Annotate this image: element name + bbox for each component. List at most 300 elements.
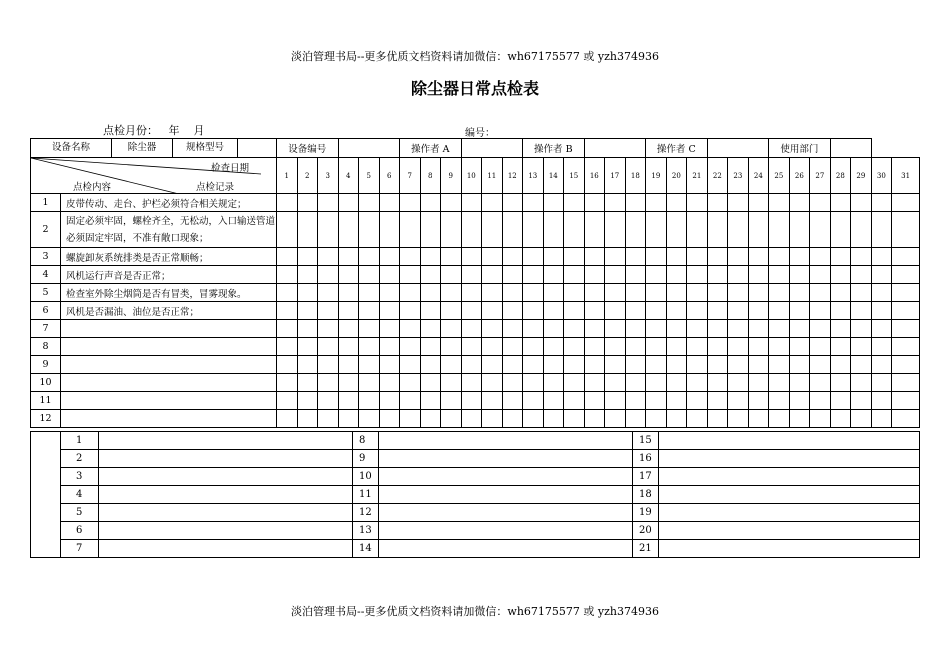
check-cell[interactable] xyxy=(769,374,790,392)
check-cell[interactable] xyxy=(297,302,318,320)
check-cell[interactable] xyxy=(543,374,564,392)
note-entry[interactable] xyxy=(659,450,920,468)
check-cell[interactable] xyxy=(687,194,708,212)
check-cell[interactable] xyxy=(789,356,810,374)
check-cell[interactable] xyxy=(400,392,421,410)
check-cell[interactable] xyxy=(810,302,831,320)
check-cell[interactable] xyxy=(646,212,667,248)
check-cell[interactable] xyxy=(789,392,810,410)
check-cell[interactable] xyxy=(769,356,790,374)
check-cell[interactable] xyxy=(461,374,482,392)
check-cell[interactable] xyxy=(666,356,687,374)
check-cell[interactable] xyxy=(502,266,523,284)
check-cell[interactable] xyxy=(646,302,667,320)
check-cell[interactable] xyxy=(277,212,298,248)
check-cell[interactable] xyxy=(892,302,920,320)
check-cell[interactable] xyxy=(748,266,769,284)
check-cell[interactable] xyxy=(482,212,503,248)
check-cell[interactable] xyxy=(871,194,892,212)
note-entry[interactable] xyxy=(99,432,353,450)
check-cell[interactable] xyxy=(646,410,667,428)
check-cell[interactable] xyxy=(892,374,920,392)
check-cell[interactable] xyxy=(871,356,892,374)
check-cell[interactable] xyxy=(379,248,400,266)
check-cell[interactable] xyxy=(379,338,400,356)
check-cell[interactable] xyxy=(318,212,339,248)
check-cell[interactable] xyxy=(400,248,421,266)
check-cell[interactable] xyxy=(666,374,687,392)
check-cell[interactable] xyxy=(523,410,544,428)
check-cell[interactable] xyxy=(625,374,646,392)
check-cell[interactable] xyxy=(810,248,831,266)
check-cell[interactable] xyxy=(461,320,482,338)
check-cell[interactable] xyxy=(502,212,523,248)
check-cell[interactable] xyxy=(318,320,339,338)
check-cell[interactable] xyxy=(482,248,503,266)
check-cell[interactable] xyxy=(379,374,400,392)
check-cell[interactable] xyxy=(830,356,851,374)
check-cell[interactable] xyxy=(441,266,462,284)
check-cell[interactable] xyxy=(789,248,810,266)
check-cell[interactable] xyxy=(810,356,831,374)
check-cell[interactable] xyxy=(564,392,585,410)
check-cell[interactable] xyxy=(564,194,585,212)
check-cell[interactable] xyxy=(461,212,482,248)
check-cell[interactable] xyxy=(461,284,482,302)
check-cell[interactable] xyxy=(277,194,298,212)
check-cell[interactable] xyxy=(851,374,872,392)
check-cell[interactable] xyxy=(789,320,810,338)
check-cell[interactable] xyxy=(379,266,400,284)
check-cell[interactable] xyxy=(523,248,544,266)
check-cell[interactable] xyxy=(564,302,585,320)
check-cell[interactable] xyxy=(420,338,441,356)
check-cell[interactable] xyxy=(297,392,318,410)
check-cell[interactable] xyxy=(482,392,503,410)
check-cell[interactable] xyxy=(871,320,892,338)
check-cell[interactable] xyxy=(318,248,339,266)
check-cell[interactable] xyxy=(789,284,810,302)
check-cell[interactable] xyxy=(564,356,585,374)
note-entry[interactable] xyxy=(379,522,633,540)
check-cell[interactable] xyxy=(502,320,523,338)
check-cell[interactable] xyxy=(769,212,790,248)
check-cell[interactable] xyxy=(605,356,626,374)
check-cell[interactable] xyxy=(707,194,728,212)
check-cell[interactable] xyxy=(707,410,728,428)
check-cell[interactable] xyxy=(420,248,441,266)
check-cell[interactable] xyxy=(769,284,790,302)
check-cell[interactable] xyxy=(359,248,380,266)
check-cell[interactable] xyxy=(851,356,872,374)
check-cell[interactable] xyxy=(830,410,851,428)
check-cell[interactable] xyxy=(277,320,298,338)
check-cell[interactable] xyxy=(687,212,708,248)
check-cell[interactable] xyxy=(687,284,708,302)
check-cell[interactable] xyxy=(851,320,872,338)
check-cell[interactable] xyxy=(810,392,831,410)
check-cell[interactable] xyxy=(666,266,687,284)
check-cell[interactable] xyxy=(277,356,298,374)
check-cell[interactable] xyxy=(666,338,687,356)
check-cell[interactable] xyxy=(338,374,359,392)
check-cell[interactable] xyxy=(584,212,605,248)
check-cell[interactable] xyxy=(359,212,380,248)
note-entry[interactable] xyxy=(659,540,920,558)
check-cell[interactable] xyxy=(584,194,605,212)
note-entry[interactable] xyxy=(659,522,920,540)
operator-c-value[interactable] xyxy=(707,139,769,158)
note-entry[interactable] xyxy=(659,468,920,486)
check-cell[interactable] xyxy=(297,410,318,428)
check-cell[interactable] xyxy=(420,320,441,338)
check-cell[interactable] xyxy=(297,248,318,266)
check-cell[interactable] xyxy=(646,338,667,356)
note-entry[interactable] xyxy=(379,468,633,486)
check-cell[interactable] xyxy=(523,194,544,212)
check-cell[interactable] xyxy=(830,392,851,410)
check-cell[interactable] xyxy=(810,194,831,212)
check-cell[interactable] xyxy=(564,284,585,302)
check-cell[interactable] xyxy=(564,338,585,356)
check-cell[interactable] xyxy=(441,410,462,428)
check-cell[interactable] xyxy=(584,248,605,266)
check-cell[interactable] xyxy=(605,284,626,302)
note-entry[interactable] xyxy=(99,522,353,540)
check-cell[interactable] xyxy=(728,320,749,338)
check-cell[interactable] xyxy=(318,284,339,302)
check-cell[interactable] xyxy=(871,248,892,266)
check-cell[interactable] xyxy=(318,302,339,320)
check-cell[interactable] xyxy=(666,194,687,212)
check-cell[interactable] xyxy=(625,212,646,248)
check-cell[interactable] xyxy=(277,266,298,284)
check-cell[interactable] xyxy=(420,356,441,374)
note-entry[interactable] xyxy=(379,540,633,558)
check-cell[interactable] xyxy=(523,356,544,374)
check-cell[interactable] xyxy=(892,356,920,374)
check-cell[interactable] xyxy=(687,374,708,392)
check-cell[interactable] xyxy=(564,212,585,248)
check-cell[interactable] xyxy=(461,302,482,320)
check-cell[interactable] xyxy=(441,248,462,266)
check-cell[interactable] xyxy=(277,284,298,302)
note-entry[interactable] xyxy=(379,504,633,522)
check-cell[interactable] xyxy=(359,392,380,410)
check-cell[interactable] xyxy=(728,374,749,392)
check-cell[interactable] xyxy=(728,338,749,356)
check-cell[interactable] xyxy=(359,374,380,392)
check-cell[interactable] xyxy=(707,320,728,338)
check-cell[interactable] xyxy=(605,410,626,428)
check-cell[interactable] xyxy=(338,266,359,284)
check-cell[interactable] xyxy=(892,320,920,338)
check-cell[interactable] xyxy=(605,266,626,284)
check-cell[interactable] xyxy=(338,302,359,320)
check-cell[interactable] xyxy=(605,194,626,212)
check-cell[interactable] xyxy=(789,338,810,356)
check-cell[interactable] xyxy=(523,302,544,320)
check-cell[interactable] xyxy=(277,374,298,392)
check-cell[interactable] xyxy=(769,392,790,410)
check-cell[interactable] xyxy=(318,356,339,374)
check-cell[interactable] xyxy=(523,284,544,302)
check-cell[interactable] xyxy=(748,356,769,374)
check-cell[interactable] xyxy=(584,320,605,338)
check-cell[interactable] xyxy=(728,410,749,428)
check-cell[interactable] xyxy=(625,302,646,320)
check-cell[interactable] xyxy=(297,266,318,284)
check-cell[interactable] xyxy=(461,194,482,212)
check-cell[interactable] xyxy=(297,374,318,392)
check-cell[interactable] xyxy=(707,212,728,248)
check-cell[interactable] xyxy=(338,248,359,266)
check-cell[interactable] xyxy=(707,266,728,284)
check-cell[interactable] xyxy=(646,194,667,212)
check-cell[interactable] xyxy=(810,266,831,284)
check-cell[interactable] xyxy=(359,410,380,428)
check-cell[interactable] xyxy=(359,266,380,284)
check-cell[interactable] xyxy=(338,194,359,212)
check-cell[interactable] xyxy=(728,356,749,374)
check-cell[interactable] xyxy=(502,284,523,302)
check-cell[interactable] xyxy=(400,212,421,248)
check-cell[interactable] xyxy=(851,194,872,212)
check-cell[interactable] xyxy=(605,212,626,248)
check-cell[interactable] xyxy=(400,374,421,392)
check-cell[interactable] xyxy=(851,338,872,356)
check-cell[interactable] xyxy=(482,266,503,284)
check-cell[interactable] xyxy=(523,374,544,392)
check-cell[interactable] xyxy=(769,410,790,428)
check-cell[interactable] xyxy=(707,302,728,320)
check-cell[interactable] xyxy=(748,284,769,302)
check-cell[interactable] xyxy=(564,320,585,338)
check-cell[interactable] xyxy=(666,392,687,410)
check-cell[interactable] xyxy=(543,248,564,266)
note-entry[interactable] xyxy=(659,504,920,522)
check-cell[interactable] xyxy=(379,320,400,338)
check-cell[interactable] xyxy=(789,266,810,284)
check-cell[interactable] xyxy=(687,302,708,320)
check-cell[interactable] xyxy=(584,302,605,320)
check-cell[interactable] xyxy=(666,410,687,428)
check-cell[interactable] xyxy=(461,266,482,284)
check-cell[interactable] xyxy=(584,266,605,284)
check-cell[interactable] xyxy=(502,338,523,356)
check-cell[interactable] xyxy=(871,284,892,302)
check-cell[interactable] xyxy=(441,356,462,374)
check-cell[interactable] xyxy=(482,320,503,338)
check-cell[interactable] xyxy=(892,338,920,356)
check-cell[interactable] xyxy=(769,320,790,338)
check-cell[interactable] xyxy=(564,248,585,266)
check-cell[interactable] xyxy=(748,374,769,392)
check-cell[interactable] xyxy=(379,194,400,212)
check-cell[interactable] xyxy=(523,320,544,338)
operator-b-value[interactable] xyxy=(584,139,646,158)
note-entry[interactable] xyxy=(659,432,920,450)
check-cell[interactable] xyxy=(748,392,769,410)
check-cell[interactable] xyxy=(851,392,872,410)
check-cell[interactable] xyxy=(625,194,646,212)
check-cell[interactable] xyxy=(871,410,892,428)
check-cell[interactable] xyxy=(584,392,605,410)
check-cell[interactable] xyxy=(748,212,769,248)
check-cell[interactable] xyxy=(605,392,626,410)
check-cell[interactable] xyxy=(646,374,667,392)
check-cell[interactable] xyxy=(892,284,920,302)
check-cell[interactable] xyxy=(851,302,872,320)
check-cell[interactable] xyxy=(830,212,851,248)
check-cell[interactable] xyxy=(748,338,769,356)
check-cell[interactable] xyxy=(666,248,687,266)
check-cell[interactable] xyxy=(543,284,564,302)
check-cell[interactable] xyxy=(728,212,749,248)
check-cell[interactable] xyxy=(687,248,708,266)
check-cell[interactable] xyxy=(707,392,728,410)
check-cell[interactable] xyxy=(400,356,421,374)
check-cell[interactable] xyxy=(338,284,359,302)
check-cell[interactable] xyxy=(543,410,564,428)
check-cell[interactable] xyxy=(584,356,605,374)
note-entry[interactable] xyxy=(659,486,920,504)
check-cell[interactable] xyxy=(420,374,441,392)
check-cell[interactable] xyxy=(420,194,441,212)
check-cell[interactable] xyxy=(851,212,872,248)
check-cell[interactable] xyxy=(482,410,503,428)
check-cell[interactable] xyxy=(420,212,441,248)
check-cell[interactable] xyxy=(543,338,564,356)
check-cell[interactable] xyxy=(318,194,339,212)
check-cell[interactable] xyxy=(482,374,503,392)
check-cell[interactable] xyxy=(605,320,626,338)
check-cell[interactable] xyxy=(666,320,687,338)
check-cell[interactable] xyxy=(359,302,380,320)
check-cell[interactable] xyxy=(687,338,708,356)
check-cell[interactable] xyxy=(318,374,339,392)
check-cell[interactable] xyxy=(338,320,359,338)
check-cell[interactable] xyxy=(728,266,749,284)
check-cell[interactable] xyxy=(338,338,359,356)
check-cell[interactable] xyxy=(461,392,482,410)
check-cell[interactable] xyxy=(605,248,626,266)
check-cell[interactable] xyxy=(379,284,400,302)
check-cell[interactable] xyxy=(584,338,605,356)
check-cell[interactable] xyxy=(502,392,523,410)
check-cell[interactable] xyxy=(892,392,920,410)
check-cell[interactable] xyxy=(482,194,503,212)
check-cell[interactable] xyxy=(687,266,708,284)
check-cell[interactable] xyxy=(543,356,564,374)
check-cell[interactable] xyxy=(297,320,318,338)
check-cell[interactable] xyxy=(461,410,482,428)
check-cell[interactable] xyxy=(687,410,708,428)
check-cell[interactable] xyxy=(666,284,687,302)
check-cell[interactable] xyxy=(482,338,503,356)
check-cell[interactable] xyxy=(789,374,810,392)
check-cell[interactable] xyxy=(379,212,400,248)
check-cell[interactable] xyxy=(707,338,728,356)
dept-value[interactable] xyxy=(830,139,871,158)
check-cell[interactable] xyxy=(625,392,646,410)
check-cell[interactable] xyxy=(871,374,892,392)
check-cell[interactable] xyxy=(810,212,831,248)
check-cell[interactable] xyxy=(502,410,523,428)
check-cell[interactable] xyxy=(420,284,441,302)
note-entry[interactable] xyxy=(99,540,353,558)
check-cell[interactable] xyxy=(769,248,790,266)
note-entry[interactable] xyxy=(99,504,353,522)
check-cell[interactable] xyxy=(810,374,831,392)
check-cell[interactable] xyxy=(646,356,667,374)
check-cell[interactable] xyxy=(830,284,851,302)
model-value[interactable] xyxy=(238,139,276,157)
check-cell[interactable] xyxy=(584,374,605,392)
check-cell[interactable] xyxy=(543,302,564,320)
check-cell[interactable] xyxy=(707,374,728,392)
check-cell[interactable] xyxy=(441,392,462,410)
check-cell[interactable] xyxy=(625,284,646,302)
check-cell[interactable] xyxy=(379,356,400,374)
check-cell[interactable] xyxy=(769,194,790,212)
check-cell[interactable] xyxy=(461,356,482,374)
check-cell[interactable] xyxy=(318,338,339,356)
check-cell[interactable] xyxy=(523,392,544,410)
check-cell[interactable] xyxy=(502,248,523,266)
check-cell[interactable] xyxy=(359,320,380,338)
check-cell[interactable] xyxy=(482,356,503,374)
check-cell[interactable] xyxy=(502,356,523,374)
check-cell[interactable] xyxy=(789,212,810,248)
check-cell[interactable] xyxy=(502,194,523,212)
check-cell[interactable] xyxy=(728,284,749,302)
check-cell[interactable] xyxy=(338,392,359,410)
check-cell[interactable] xyxy=(502,302,523,320)
check-cell[interactable] xyxy=(707,356,728,374)
note-entry[interactable] xyxy=(99,486,353,504)
check-cell[interactable] xyxy=(379,302,400,320)
check-cell[interactable] xyxy=(666,212,687,248)
check-cell[interactable] xyxy=(400,338,421,356)
check-cell[interactable] xyxy=(892,410,920,428)
check-cell[interactable] xyxy=(523,212,544,248)
check-cell[interactable] xyxy=(728,248,749,266)
check-cell[interactable] xyxy=(297,356,318,374)
check-cell[interactable] xyxy=(728,194,749,212)
check-cell[interactable] xyxy=(830,338,851,356)
check-cell[interactable] xyxy=(400,194,421,212)
check-cell[interactable] xyxy=(625,248,646,266)
check-cell[interactable] xyxy=(892,212,920,248)
check-cell[interactable] xyxy=(789,194,810,212)
check-cell[interactable] xyxy=(892,248,920,266)
check-cell[interactable] xyxy=(625,320,646,338)
check-cell[interactable] xyxy=(379,392,400,410)
check-cell[interactable] xyxy=(441,212,462,248)
check-cell[interactable] xyxy=(666,302,687,320)
check-cell[interactable] xyxy=(646,284,667,302)
check-cell[interactable] xyxy=(277,338,298,356)
check-cell[interactable] xyxy=(871,212,892,248)
check-cell[interactable] xyxy=(707,284,728,302)
check-cell[interactable] xyxy=(543,266,564,284)
check-cell[interactable] xyxy=(338,410,359,428)
check-cell[interactable] xyxy=(297,338,318,356)
check-cell[interactable] xyxy=(830,302,851,320)
check-cell[interactable] xyxy=(400,302,421,320)
check-cell[interactable] xyxy=(625,410,646,428)
